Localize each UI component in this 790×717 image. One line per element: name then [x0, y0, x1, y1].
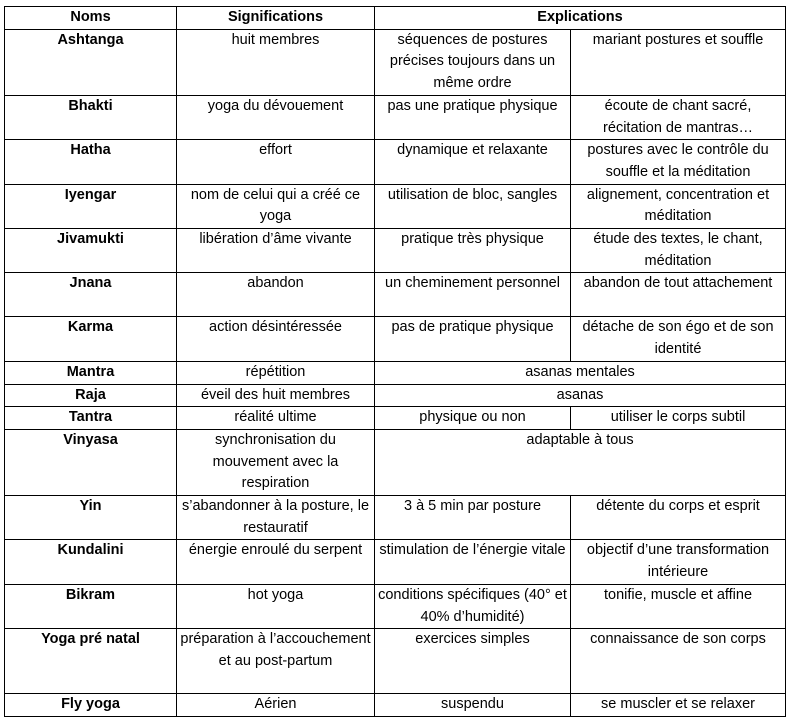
row-explication-1: pratique très physique	[375, 229, 571, 273]
table-row	[5, 95, 786, 139]
table-row	[5, 584, 786, 628]
table-row	[5, 184, 786, 228]
row-signification: préparation à l’accouchement et au post-partum	[177, 629, 375, 694]
header-significations: Significations	[177, 7, 375, 30]
row-name: Yin	[5, 496, 177, 540]
row-signification: yoga du dévouement	[177, 95, 375, 139]
table-row	[5, 629, 786, 694]
row-signification: énergie enroulé du serpent	[177, 540, 375, 584]
row-signification: synchronisation du mouvement avec la respiration	[177, 429, 375, 495]
row-signification: réalité ultime	[177, 407, 375, 430]
row-explication-1: suspendu	[375, 694, 571, 717]
row-explication-2: se muscler et se relaxer	[571, 694, 786, 717]
row-explication-1: pas de pratique physique	[375, 317, 571, 361]
table-row	[5, 429, 786, 495]
row-name: Iyengar	[5, 184, 177, 228]
row-explication-2: écoute de chant sacré, récitation de mantras…	[571, 95, 786, 139]
header-row	[5, 7, 786, 30]
row-explication-2: détente du corps et esprit	[571, 496, 786, 540]
row-explication-1: dynamique et relaxante	[375, 140, 571, 184]
table-row	[5, 229, 786, 273]
row-explication-1: stimulation de l’énergie vitale	[375, 540, 571, 584]
table-row	[5, 273, 786, 317]
table-row	[5, 407, 786, 430]
row-name: Raja	[5, 384, 177, 407]
header-noms: Noms	[5, 7, 177, 30]
yoga-types-table	[4, 6, 786, 717]
row-signification: Aérien	[177, 694, 375, 717]
row-explication-1: utilisation de bloc, sangles	[375, 184, 571, 228]
row-name: Jivamukti	[5, 229, 177, 273]
row-name: Bikram	[5, 584, 177, 628]
table-row	[5, 496, 786, 540]
row-explication-2: abandon de tout attachement	[571, 273, 786, 317]
row-signification: éveil des huit membres	[177, 384, 375, 407]
row-explication-2: utiliser le corps subtil	[571, 407, 786, 430]
row-signification: hot yoga	[177, 584, 375, 628]
row-explication-2: connaissance de son corps	[571, 629, 786, 694]
row-explication-2: mariant postures et souffle	[571, 29, 786, 95]
row-explication-2: tonifie, muscle et affine	[571, 584, 786, 628]
row-explication-1: physique ou non	[375, 407, 571, 430]
row-name: Tantra	[5, 407, 177, 430]
row-explication-1: conditions spécifiques (40° et 40% d’humidité)	[375, 584, 571, 628]
row-signification: huit membres	[177, 29, 375, 95]
row-name: Ashtanga	[5, 29, 177, 95]
row-signification: nom de celui qui a créé ce yoga	[177, 184, 375, 228]
row-explication-1: 3 à 5 min par posture	[375, 496, 571, 540]
row-name: Jnana	[5, 273, 177, 317]
table-row	[5, 317, 786, 361]
row-explication-merged: asanas mentales	[375, 361, 786, 384]
row-name: Mantra	[5, 361, 177, 384]
row-signification: action désintéressée	[177, 317, 375, 361]
row-explication-merged: adaptable à tous	[375, 429, 786, 495]
row-explication-2: étude des textes, le chant, méditation	[571, 229, 786, 273]
table-row	[5, 29, 786, 95]
table-row	[5, 361, 786, 384]
row-explication-2: objectif d’une transformation intérieure	[571, 540, 786, 584]
row-explication-1: exercices simples	[375, 629, 571, 694]
row-explication-merged: asanas	[375, 384, 786, 407]
table-row	[5, 694, 786, 717]
row-name: Kundalini	[5, 540, 177, 584]
row-name: Fly yoga	[5, 694, 177, 717]
row-explication-2: alignement, concentration et méditation	[571, 184, 786, 228]
row-signification: s’abandonner à la posture, le restauratif	[177, 496, 375, 540]
row-explication-2: postures avec le contrôle du souffle et la méditation	[571, 140, 786, 184]
table-header	[5, 7, 786, 30]
row-explication-1: pas une pratique physique	[375, 95, 571, 139]
table-body	[5, 29, 786, 716]
row-name: Vinyasa	[5, 429, 177, 495]
table-row	[5, 384, 786, 407]
row-signification: effort	[177, 140, 375, 184]
row-name: Bhakti	[5, 95, 177, 139]
row-explication-2: détache de son égo et de son identité	[571, 317, 786, 361]
row-explication-1: séquences de postures précises toujours dans un même ordre	[375, 29, 571, 95]
table-row	[5, 140, 786, 184]
row-name: Karma	[5, 317, 177, 361]
row-explication-1: un cheminement personnel	[375, 273, 571, 317]
header-explications: Explications	[375, 7, 786, 30]
row-signification: répétition	[177, 361, 375, 384]
table-row	[5, 540, 786, 584]
row-name: Hatha	[5, 140, 177, 184]
row-signification: abandon	[177, 273, 375, 317]
row-name: Yoga pré natal	[5, 629, 177, 694]
row-signification: libération d’âme vivante	[177, 229, 375, 273]
